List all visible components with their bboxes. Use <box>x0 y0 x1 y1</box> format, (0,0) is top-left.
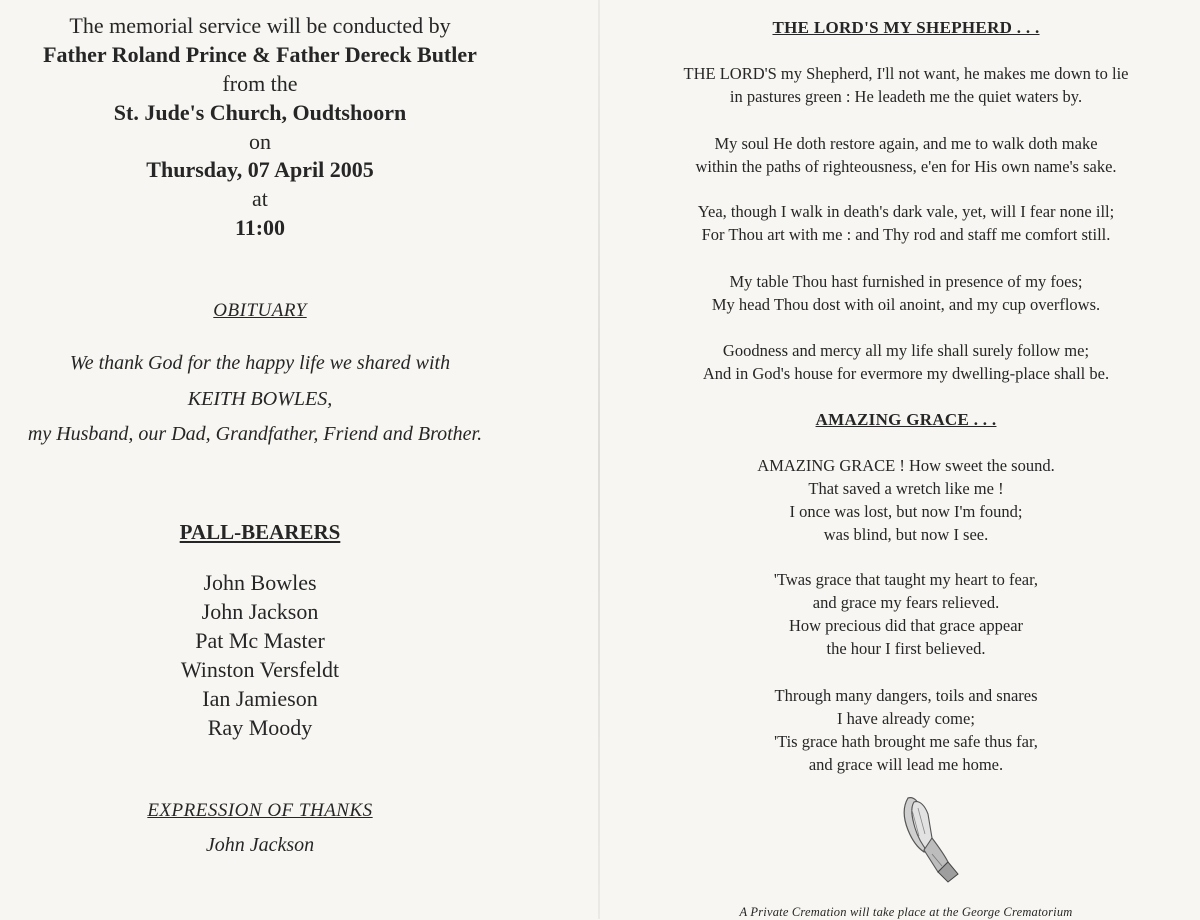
verse-line: That saved a wretch like me ! <box>808 479 1004 498</box>
verse-line: My table Thou hast furnished in presence of my foes; <box>729 272 1083 291</box>
deceased-name: KEITH BOWLES, <box>187 388 333 410</box>
hymn-verse <box>612 568 1200 660</box>
page-fold <box>598 0 600 919</box>
hymn-title: THE LORD'S MY SHEPHERD . . . <box>772 18 1040 37</box>
obituary-relations: my Husband, our Dad, Grandfather, Friend and Brother. <box>27 423 483 445</box>
obituary-line: We thank God for the happy life we shared with <box>69 352 451 374</box>
verse-line: 'Tis grace hath brought me safe thus far, <box>774 732 1038 751</box>
list-item: Pat Mc Master <box>195 628 325 653</box>
service-on: on <box>249 129 271 154</box>
list-item: Winston Versfeldt <box>180 657 340 682</box>
right-page <box>612 0 1200 919</box>
list-item: Ray Moody <box>207 715 313 740</box>
verse-line: Through many dangers, toils and snares <box>774 686 1038 705</box>
verse-line: and grace my fears relieved. <box>812 593 1000 612</box>
verse-line: My soul He doth restore again, and me to walk doth make <box>714 134 1098 153</box>
verse-line: For Thou art with me : and Thy rod and staff me comfort still. <box>701 225 1111 244</box>
hymn-title: AMAZING GRACE . . . <box>815 410 997 429</box>
hymn-verse <box>612 684 1200 776</box>
service-at: at <box>252 186 268 211</box>
praying-hands-icon <box>888 792 968 884</box>
hymn-verse <box>612 454 1200 546</box>
verse-line: I have already come; <box>837 709 975 728</box>
officiants: Father Roland Prince & Father Dereck Butler <box>43 42 477 67</box>
obituary-heading: OBITUARY <box>213 300 307 321</box>
verse-line: the hour I first believed. <box>826 639 986 658</box>
verse-line: was blind, but now I see. <box>823 525 989 544</box>
hymn-verse <box>612 200 1200 246</box>
list-item: John Bowles <box>203 570 317 595</box>
service-date: Thursday, 07 April 2005 <box>146 157 374 182</box>
list-item: Ian Jamieson <box>202 686 318 711</box>
service-time: 11:00 <box>234 215 286 240</box>
left-page <box>0 0 520 919</box>
verse-line: Goodness and mercy all my life shall surely follow me; <box>722 341 1090 360</box>
hymn-verse <box>612 62 1200 108</box>
hymn-verse <box>612 339 1200 385</box>
verse-line: Yea, though I walk in death's dark vale, yet, will I fear none ill; <box>697 202 1115 221</box>
verse-line: 'Twas grace that taught my heart to fear, <box>773 570 1039 589</box>
hymn-verse <box>612 270 1200 316</box>
verse-line: AMAZING GRACE ! How sweet the sound. <box>757 456 1055 475</box>
verse-line: My head Thou dost with oil anoint, and my cup overflows. <box>711 295 1101 314</box>
pallbearers-heading: PALL-BEARERS <box>179 520 341 544</box>
service-intro: The memorial service will be conducted by <box>69 13 451 38</box>
verse-line: And in God's house for evermore my dwelling-place shall be. <box>702 364 1110 383</box>
verse-line: I once was lost, but now I'm found; <box>789 502 1023 521</box>
list-item: John Jackson <box>201 599 319 624</box>
verse-line: and grace will lead me home. <box>808 755 1004 774</box>
verse-line: within the paths of righteousness, e'en for His own name's sake. <box>695 157 1117 176</box>
thanks-name: John Jackson <box>205 834 315 856</box>
thanks-heading: EXPRESSION OF THANKS <box>147 800 373 821</box>
verse-line: How precious did that grace appear <box>788 616 1024 635</box>
verse-line: in pastures green : He leadeth me the quiet waters by. <box>729 87 1083 106</box>
service-from: from the <box>222 71 298 96</box>
verse-line: THE LORD'S my Shepherd, I'll not want, he makes me down to lie <box>683 64 1129 83</box>
church-name: St. Jude's Church, Oudtshoorn <box>113 100 407 125</box>
hymn-verse <box>612 132 1200 178</box>
pallbearers-list <box>0 568 520 742</box>
cremation-note: A Private Cremation will take place at the George Crematorium <box>739 904 1073 919</box>
